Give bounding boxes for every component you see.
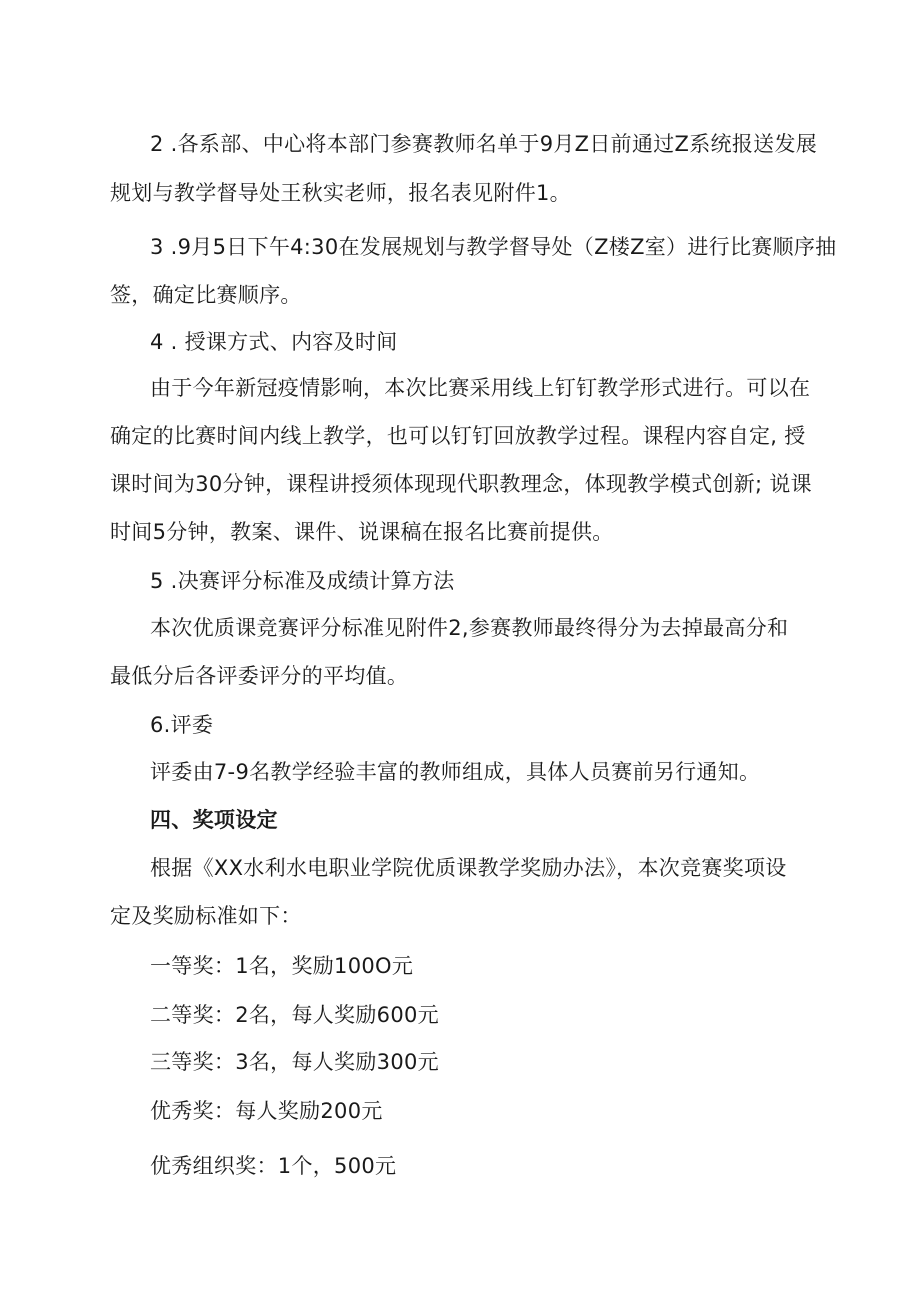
item-5-heading: 5 .决赛评分标准及成绩计算方法 <box>150 569 455 593</box>
awards-intro-line-1: 根据《XX水利水电职业学院优质课教学奖励办法》，本次竞赛奖项设 <box>150 856 787 880</box>
item-6-heading: 6.评委 <box>150 713 214 737</box>
award-first-prize: 一等奖：1名，奖励100O元 <box>150 954 414 978</box>
item-4-paragraph-line-3: 课时间为30分钟，课程讲授须体现现代职教理念，体现教学模式创新; 说课 <box>110 472 812 496</box>
section-4-heading: 四、奖项设定 <box>150 808 278 832</box>
item-4-paragraph-line-1: 由于今年新冠疫情影响，本次比赛采用线上钉钉教学形式进行。可以在 <box>150 376 811 400</box>
awards-intro-line-2: 定及奖励标准如下： <box>110 904 302 928</box>
item-3-line-2: 签，确定比赛顺序。 <box>110 283 302 307</box>
item-3-line-1: 3 .9月5日下午4:30在发展规划与教学督导处（Z楼Z室）进行比赛顺序抽 <box>150 235 837 259</box>
award-third-prize: 三等奖：3名，每人奖励300元 <box>150 1050 439 1074</box>
item-5-paragraph-line-1: 本次优质课竞赛评分标准见附件2,参赛教师最终得分为去掉最高分和 <box>150 616 789 640</box>
item-2-line-2: 规划与教学督导处王秋实老师，报名表见附件1。 <box>110 181 571 205</box>
award-excellence-prize: 优秀奖：每人奖励200元 <box>150 1099 383 1123</box>
item-4-paragraph-line-2: 确定的比赛时间内线上教学，也可以钉钉回放教学过程。课程内容自定, 授 <box>110 424 806 448</box>
award-second-prize: 二等奖：2名，每人奖励600元 <box>150 1003 439 1027</box>
item-6-paragraph: 评委由7-9名教学经验丰富的教师组成，具体人员赛前另行通知。 <box>150 760 761 784</box>
item-4-heading: 4 . 授课方式、内容及时间 <box>150 330 398 354</box>
item-2-line-1: 2 .各系部、中心将本部门参赛教师名单于9月Z日前通过Z系统报送发展 <box>150 132 818 156</box>
item-4-paragraph-line-4: 时间5分钟，教案、课件、说课稿在报名比赛前提供。 <box>110 520 614 544</box>
award-organization-prize: 优秀组织奖：1个，500元 <box>150 1154 397 1178</box>
item-5-paragraph-line-2: 最低分后各评委评分的平均值。 <box>110 664 409 688</box>
